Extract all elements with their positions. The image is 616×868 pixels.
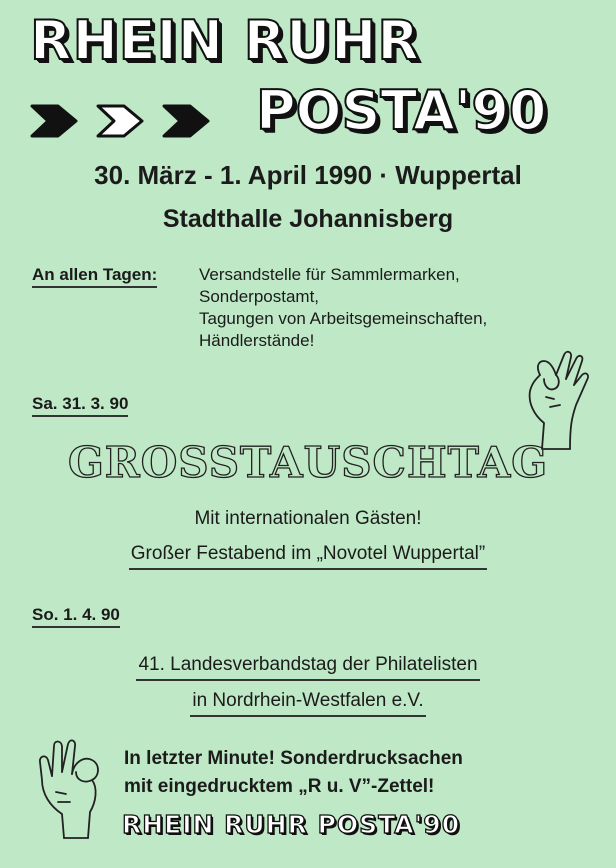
saturday-line-1: Mit internationalen Gästen! [194, 508, 422, 529]
saturday-label: Sa. 31. 3. 90 [32, 394, 128, 414]
event-dates: 30. März - 1. April 1990 · Wuppertal [94, 160, 522, 190]
list-item: Tagungen von Arbeitsgemeinschaften, [199, 309, 488, 328]
grosstauschtag-title: GROSSTAUSCHTAG [67, 438, 549, 487]
ok-hand-icon [34, 732, 110, 844]
list-item: Sonderpostamt, [199, 287, 320, 306]
all-days-list [199, 264, 487, 352]
saturday-line-2: Großer Festabend im „Novotel Wuppertal” [0, 543, 616, 565]
logo-line-2: POSTA'90 [256, 79, 547, 142]
event-venue: Stadthalle Johannisberg [162, 205, 454, 233]
last-minute-line-2: mit eingedrucktem „R u. V”-Zettel! [124, 776, 435, 797]
footer-logo: RHEIN RUHR POSTA'90 [122, 810, 461, 839]
list-item: Händlerstände! [199, 331, 315, 350]
sunday-line-2: in Nordrhein-Westfalen e.V. [0, 690, 616, 712]
sunday-line-1: 41. Landesverbandstag der Philatelisten [0, 654, 616, 676]
logo-line-1: RHEIN RUHR [30, 9, 420, 72]
sunday-label: So. 1. 4. 90 [32, 605, 120, 625]
arrow-right-icon [28, 100, 214, 142]
last-minute-line-1: In letzter Minute! Sonderdrucksachen [124, 748, 463, 769]
list-item: Versandstelle für Sammlermarken, [199, 265, 460, 284]
all-days-label: An allen Tagen: [32, 265, 157, 285]
